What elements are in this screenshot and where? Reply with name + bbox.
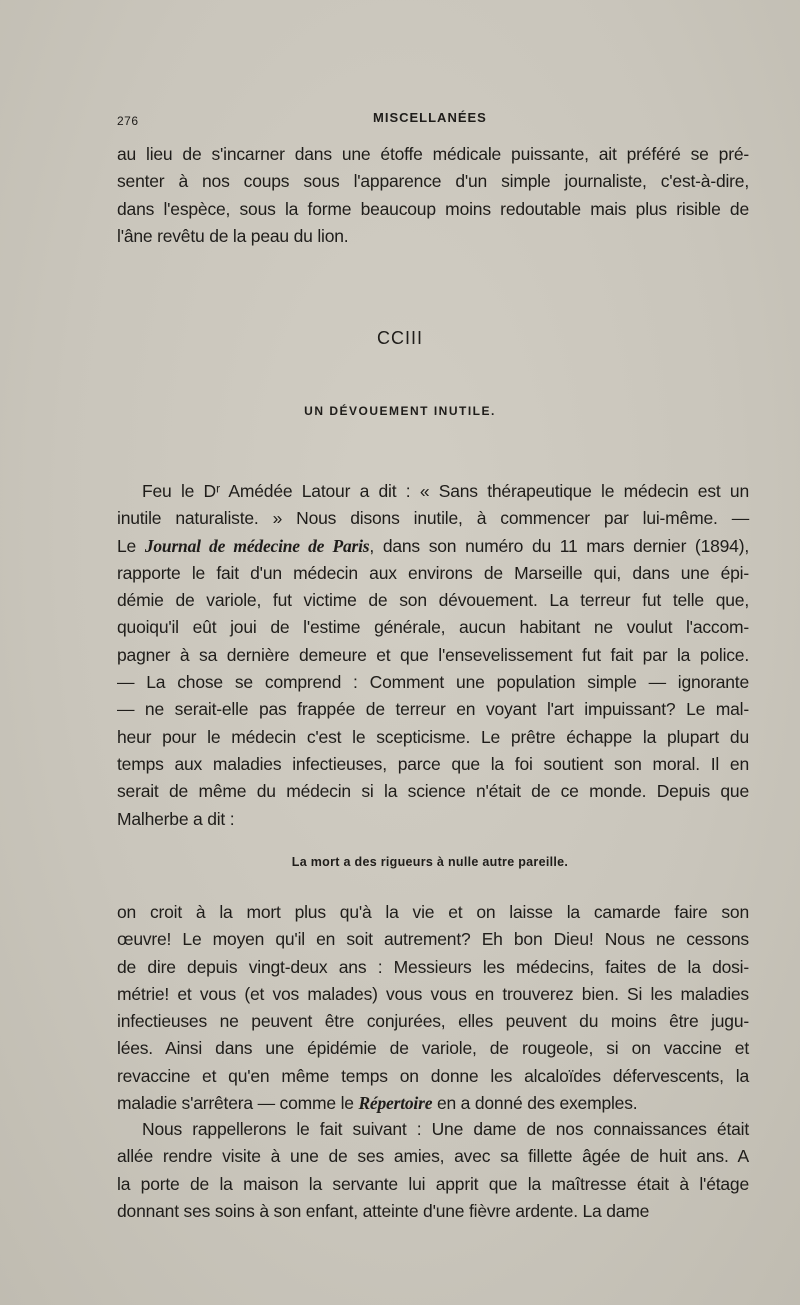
text-line: de dire depuis vingt-deux ans : Messieurs les médecins, faites de la dosi- [117, 956, 749, 977]
paragraph-4 [117, 1116, 749, 1225]
text-line: lées. Ainsi dans une épidémie de variole, de rougeole, si on vaccine et [117, 1038, 749, 1059]
text-segment: , dans son numéro du 11 mars dernier (1894), [369, 535, 749, 556]
text-line [117, 1090, 749, 1117]
text-line: l'âne revêtu de la peau du lion. [117, 225, 349, 246]
running-title: MISCELLANÉES [373, 110, 487, 125]
section-number: CCIII [376, 328, 423, 348]
text-line: rapporte le fait d'un médecin aux environs de Marseille qui, dans une épi- [117, 562, 749, 583]
text-line: quoiqu'il eût joui de l'estime générale, aucun habitant ne voulut l'accom- [117, 617, 749, 638]
page-number: 276 [117, 114, 139, 128]
text-line: pagner à sa dernière demeure et que l'ensevelissement fut fait par la police. [117, 644, 749, 665]
text-line: Nous rappellerons le fait suivant : Une dame de nos connaissances était [142, 1119, 749, 1139]
text-segment: maladie s'arrêtera — comme le [117, 1093, 359, 1114]
text-line: Malherbe a dit : [117, 808, 235, 829]
paragraph-2 [117, 478, 749, 833]
italic-title: Journal de médecine de Paris [144, 535, 370, 556]
text-line [117, 533, 749, 560]
text-line: dans l'espèce, sous la forme beaucoup moins redoutable mais plus risible de [117, 198, 749, 219]
paragraph-3 [117, 899, 749, 1117]
text-line: démie de variole, fut victime de son dévouement. La terreur fut telle que, [117, 590, 749, 611]
text-line: la porte de la maison la servante lui apprit que la maîtresse était à l'étage [117, 1173, 749, 1194]
text-line: donnant ses soins à son enfant, atteinte d'une fièvre ardente. La dame [117, 1200, 650, 1221]
text-line: revaccine et qu'en même temps on donne les alcaloïdes défervescents, la [117, 1065, 749, 1086]
text-line: au lieu de s'incarner dans une étoffe médicale puissante, ait préféré se pré- [117, 144, 749, 164]
text-line: inutile naturaliste. » Nous disons inutile, à commencer par lui-même. — [117, 508, 749, 529]
italic-title: Répertoire [358, 1093, 433, 1114]
section-title: UN DÉVOUEMENT INUTILE. [304, 404, 496, 418]
text-line: serait de même du médecin si la science n'était de ce monde. Depuis que [117, 781, 749, 802]
text-segment: Le [117, 535, 145, 556]
text-line: métrie! et vous (et vos malades) vous vous en trouverez bien. Si les maladies [117, 983, 749, 1004]
verse-quote: La mort a des rigueurs à nulle autre pareille. [291, 855, 569, 869]
paragraph-1 [117, 141, 749, 250]
text-line: infectieuses ne peuvent être conjurées, elles peuvent du moins être jugu- [117, 1011, 749, 1032]
text-line: temps aux maladies infectieuses, parce que la foi soutient son moral. Il en [117, 753, 749, 774]
text-line: heur pour le médecin c'est le scepticisme. Le prêtre échappe la plupart du [117, 726, 749, 747]
running-header [117, 110, 747, 132]
text-segment: en a donné des exemples. [432, 1093, 638, 1114]
text-line: œuvre! Le moyen qu'il en soit autrement? Eh bon Dieu! Nous ne cessons [117, 929, 749, 950]
text-line: Feu le Dʳ Amédée Latour a dit : « Sans thérapeutique le médecin est un [142, 481, 749, 501]
text-line: on croit à la mort plus qu'à la vie et on laisse la camarde faire son [117, 902, 749, 922]
text-line: — La chose se comprend : Comment une population simple — ignorante [117, 672, 749, 693]
text-line: allée rendre visite à une de ses amies, avec sa fillette âgée de huit ans. A [117, 1146, 749, 1167]
text-line: — ne serait-elle pas frappée de terreur en voyant l'art impuissant? Le mal- [117, 699, 749, 720]
text-line: senter à nos coups sous l'apparence d'un simple journaliste, c'est-à-dire, [117, 171, 749, 192]
